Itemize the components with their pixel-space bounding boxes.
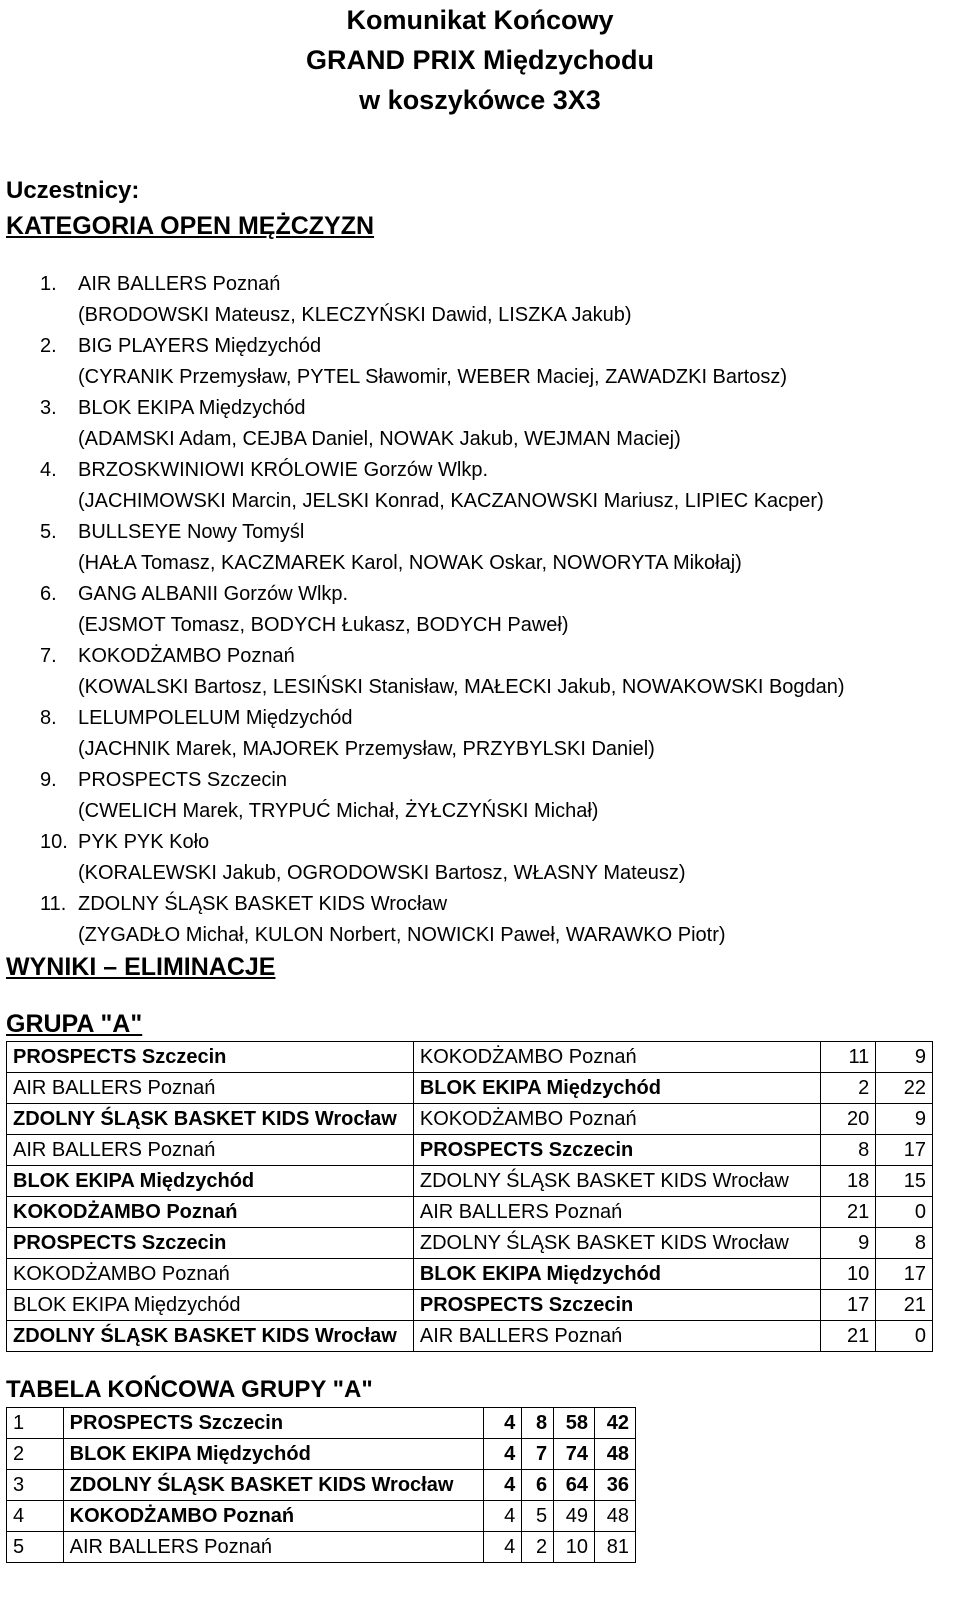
match-home-score: 17 (820, 1290, 876, 1321)
standings-played: 4 (484, 1408, 522, 1439)
standings-row (7, 1470, 636, 1501)
match-home-team: BLOK EKIPA Międzychód (7, 1166, 414, 1197)
group-heading: GRUPA "A" (6, 1010, 143, 1038)
match-home-team: ZDOLNY ŚLĄSK BASKET KIDS Wrocław (7, 1104, 414, 1135)
participant-team: AIR BALLERS Poznań (78, 273, 281, 295)
participant-item (0, 769, 960, 831)
standings-scored: 49 (554, 1501, 595, 1532)
participant-number: 2. (40, 335, 57, 357)
standings-position: 4 (7, 1501, 64, 1532)
standings-team: AIR BALLERS Poznań (63, 1532, 484, 1563)
participant-item (0, 521, 960, 583)
match-row (7, 1290, 933, 1321)
participant-item (0, 707, 960, 769)
participant-number: 6. (40, 583, 57, 605)
document-title (0, 0, 960, 120)
participant-players: (JACHIMOWSKI Marcin, JELSKI Konrad, KACZANOWSKI Mariusz, LIPIEC Kacper) (78, 490, 824, 512)
participants-list (0, 273, 960, 955)
standings-position: 3 (7, 1470, 64, 1501)
participant-team: PYK PYK Koło (78, 831, 210, 853)
match-home-score: 21 (820, 1321, 876, 1352)
match-away-score: 9 (876, 1104, 933, 1135)
participant-team: BIG PLAYERS Międzychód (78, 335, 322, 357)
participant-players: (KOWALSKI Bartosz, LESIŃSKI Stanisław, MAŁECKI Jakub, NOWAKOWSKI Bogdan) (78, 676, 845, 698)
results-heading: WYNIKI – ELIMINACJE (6, 953, 276, 981)
participant-number: 7. (40, 645, 57, 667)
standings-team: BLOK EKIPA Międzychód (63, 1439, 484, 1470)
standings-team: PROSPECTS Szczecin (63, 1408, 484, 1439)
participants-label: Uczestnicy: (6, 177, 140, 204)
participant-team: ZDOLNY ŚLĄSK BASKET KIDS Wrocław (78, 893, 448, 915)
standings-lost: 48 (595, 1439, 636, 1470)
participant-number: 11. (40, 893, 67, 915)
participant-players: (BRODOWSKI Mateusz, KLECZYŃSKI Dawid, LISZKA Jakub) (78, 304, 632, 326)
standings-scored: 64 (554, 1470, 595, 1501)
match-row (7, 1104, 933, 1135)
match-home-score: 9 (820, 1228, 876, 1259)
standings-row (7, 1532, 636, 1563)
participant-team: BULLSEYE Nowy Tomyśl (78, 521, 305, 543)
participant-number: 3. (40, 397, 57, 419)
match-away-score: 15 (876, 1166, 933, 1197)
standings-points: 8 (522, 1408, 554, 1439)
standings-played: 4 (484, 1470, 522, 1501)
participant-number: 8. (40, 707, 57, 729)
match-home-team: PROSPECTS Szczecin (7, 1042, 414, 1073)
match-home-team: BLOK EKIPA Międzychód (7, 1290, 414, 1321)
match-row (7, 1042, 933, 1073)
standings-lost: 42 (595, 1408, 636, 1439)
title-line-1: Komunikat Końcowy (346, 5, 614, 35)
standings-position: 5 (7, 1532, 64, 1563)
participant-item (0, 893, 960, 955)
standings-lost: 48 (595, 1501, 636, 1532)
standings-lost: 81 (595, 1532, 636, 1563)
standings-played: 4 (484, 1439, 522, 1470)
participant-players: (ZYGADŁO Michał, KULON Norbert, NOWICKI Paweł, WARAWKO Piotr) (78, 924, 726, 946)
participant-team: BRZOSKWINIOWI KRÓLOWIE Gorzów Wlkp. (78, 459, 489, 481)
standings-team: ZDOLNY ŚLĄSK BASKET KIDS Wrocław (63, 1470, 484, 1501)
standings-position: 2 (7, 1439, 64, 1470)
standings-scored: 10 (554, 1532, 595, 1563)
match-home-team: PROSPECTS Szczecin (7, 1228, 414, 1259)
title-line-2: GRAND PRIX Międzychodu (305, 45, 655, 75)
match-home-team: KOKODŻAMBO Poznań (7, 1197, 414, 1228)
match-row (7, 1166, 933, 1197)
standings-heading: TABELA KOŃCOWA GRUPY "A" (6, 1376, 373, 1403)
match-home-score: 2 (820, 1073, 876, 1104)
match-home-score: 8 (820, 1135, 876, 1166)
match-away-score: 0 (876, 1197, 933, 1228)
standings-points: 2 (522, 1532, 554, 1563)
participant-number: 9. (40, 769, 57, 791)
standings-scored: 74 (554, 1439, 595, 1470)
match-row (7, 1228, 933, 1259)
match-away-score: 22 (876, 1073, 933, 1104)
match-row (7, 1135, 933, 1166)
participant-team: LELUMPOLELUM Międzychód (78, 707, 353, 729)
match-away-team: PROSPECTS Szczecin (413, 1135, 820, 1166)
match-away-score: 17 (876, 1135, 933, 1166)
category-heading: KATEGORIA OPEN MĘŻCZYZN (6, 212, 375, 240)
participant-item (0, 831, 960, 893)
title-line-3: w koszykówce 3X3 (359, 85, 601, 115)
standings-lost: 36 (595, 1470, 636, 1501)
match-row (7, 1259, 933, 1290)
standings-row (7, 1501, 636, 1532)
participant-players: (KORALEWSKI Jakub, OGRODOWSKI Bartosz, WŁASNY Mateusz) (78, 862, 686, 884)
match-away-team: AIR BALLERS Poznań (413, 1197, 820, 1228)
match-away-score: 8 (876, 1228, 933, 1259)
match-home-score: 21 (820, 1197, 876, 1228)
participant-team: GANG ALBANII Gorzów Wlkp. (78, 583, 349, 605)
match-away-team: ZDOLNY ŚLĄSK BASKET KIDS Wrocław (413, 1228, 820, 1259)
standings-team: KOKODŻAMBO Poznań (63, 1501, 484, 1532)
participant-number: 4. (40, 459, 57, 481)
match-home-score: 10 (820, 1259, 876, 1290)
match-home-team: ZDOLNY ŚLĄSK BASKET KIDS Wrocław (7, 1321, 414, 1352)
standings-played: 4 (484, 1532, 522, 1563)
standings-row (7, 1439, 636, 1470)
standings-row (7, 1408, 636, 1439)
participant-item (0, 459, 960, 521)
match-home-score: 11 (820, 1042, 876, 1073)
match-away-team: BLOK EKIPA Międzychód (413, 1073, 820, 1104)
standings-played: 4 (484, 1501, 522, 1532)
match-away-score: 17 (876, 1259, 933, 1290)
standings-position: 1 (7, 1408, 64, 1439)
match-away-team: AIR BALLERS Poznań (413, 1321, 820, 1352)
participant-item (0, 397, 960, 459)
match-home-score: 18 (820, 1166, 876, 1197)
participant-players: (CWELICH Marek, TRYPUĆ Michał, ŻYŁCZYŃSKI Michał) (78, 800, 599, 822)
participant-players: (HAŁA Tomasz, KACZMAREK Karol, NOWAK Oskar, NOWORYTA Mikołaj) (78, 552, 742, 574)
standings-scored: 58 (554, 1408, 595, 1439)
participant-team: BLOK EKIPA Międzychód (78, 397, 306, 419)
participant-players: (CYRANIK Przemysław, PYTEL Sławomir, WEBER Maciej, ZAWADZKI Bartosz) (78, 366, 788, 388)
match-home-team: AIR BALLERS Poznań (7, 1135, 414, 1166)
standings-points: 6 (522, 1470, 554, 1501)
standings-table (6, 1407, 636, 1563)
match-away-score: 21 (876, 1290, 933, 1321)
match-row (7, 1073, 933, 1104)
match-row (7, 1321, 933, 1352)
match-home-score: 20 (820, 1104, 876, 1135)
participant-item (0, 583, 960, 645)
participant-team: KOKODŻAMBO Poznań (78, 645, 295, 667)
match-away-team: BLOK EKIPA Międzychód (413, 1259, 820, 1290)
match-home-team: KOKODŻAMBO Poznań (7, 1259, 414, 1290)
match-away-team: KOKODŻAMBO Poznań (413, 1042, 820, 1073)
participant-players: (EJSMOT Tomasz, BODYCH Łukasz, BODYCH Paweł) (78, 614, 569, 636)
participant-team: PROSPECTS Szczecin (78, 769, 287, 791)
participant-players: (ADAMSKI Adam, CEJBA Daniel, NOWAK Jakub, WEJMAN Maciej) (78, 428, 681, 450)
match-away-team: KOKODŻAMBO Poznań (413, 1104, 820, 1135)
matches-table (6, 1041, 933, 1352)
match-away-score: 9 (876, 1042, 933, 1073)
match-home-team: AIR BALLERS Poznań (7, 1073, 414, 1104)
participant-number: 5. (40, 521, 57, 543)
participant-item (0, 645, 960, 707)
participant-item (0, 273, 960, 335)
match-away-team: PROSPECTS Szczecin (413, 1290, 820, 1321)
participant-item (0, 335, 960, 397)
participant-number: 10. (40, 831, 68, 853)
participant-players: (JACHNIK Marek, MAJOREK Przemysław, PRZYBYLSKI Daniel) (78, 738, 655, 760)
standings-points: 5 (522, 1501, 554, 1532)
match-away-score: 0 (876, 1321, 933, 1352)
standings-points: 7 (522, 1439, 554, 1470)
participant-number: 1. (40, 273, 57, 295)
match-row (7, 1197, 933, 1228)
match-away-team: ZDOLNY ŚLĄSK BASKET KIDS Wrocław (413, 1166, 820, 1197)
